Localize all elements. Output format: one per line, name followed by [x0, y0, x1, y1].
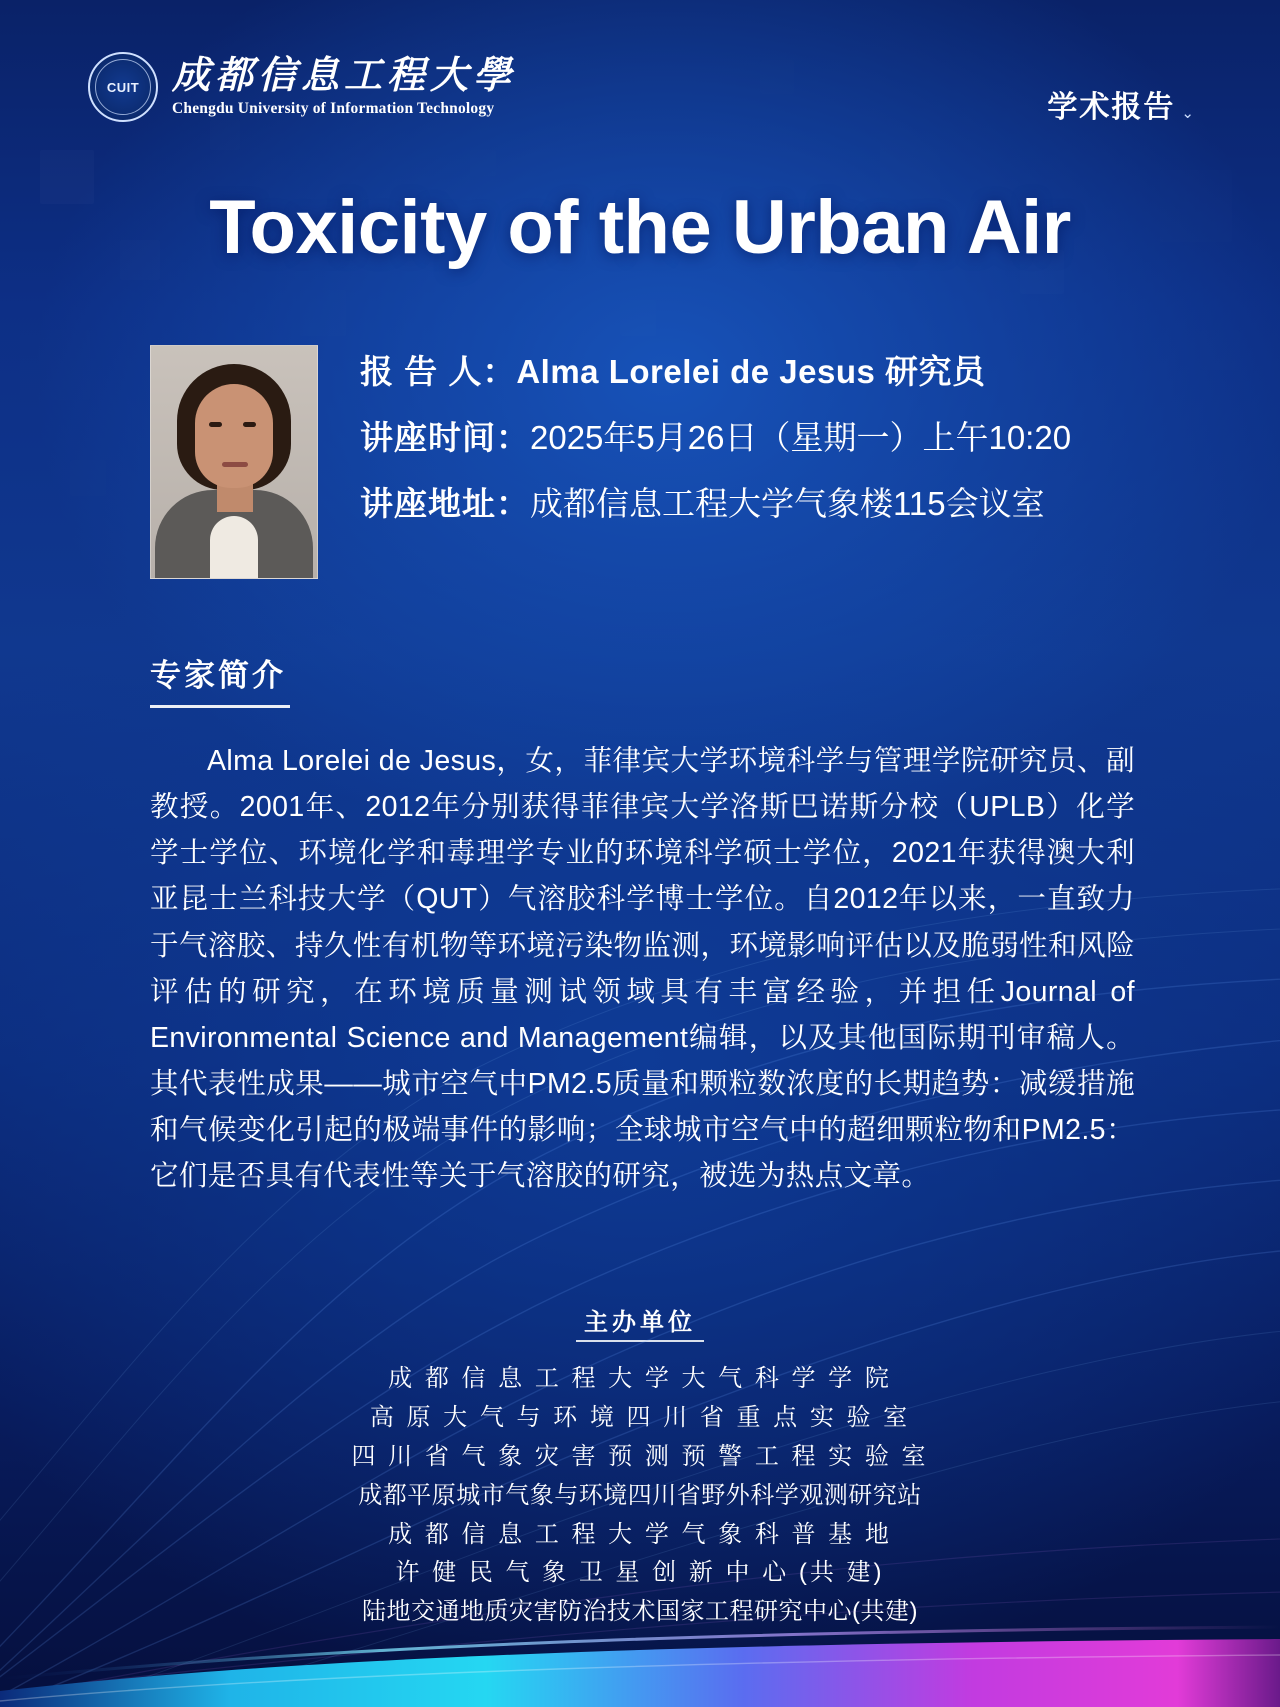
university-logo	[88, 52, 516, 122]
speaker-details	[360, 345, 1071, 579]
university-name-cn: 成都信息工程大學	[172, 54, 517, 97]
event-type-badge	[1047, 82, 1194, 126]
organizer-item: 成都平原城市气象与环境四川省野外科学观测研究站	[358, 1481, 922, 1509]
detail-row-location	[360, 487, 1071, 520]
bio-heading: 专家简介	[150, 658, 286, 693]
organizer-item: 四 川 省 气 象 灾 害 预 测 预 警 工 程 实 验 室	[351, 1442, 929, 1470]
detail-value-location: 成都信息工程大学气象楼115会议室	[530, 485, 1045, 522]
university-name	[172, 56, 516, 119]
detail-label-time: 讲座时间：	[360, 419, 530, 456]
detail-value-speaker: Alma Lorelei de Jesus 研究员	[516, 353, 986, 390]
poster-header	[0, 52, 1280, 138]
organizer-item: 成 都 信 息 工 程 大 学 气 象 科 普 基 地	[388, 1520, 892, 1548]
speaker-info	[150, 345, 1200, 579]
detail-label-speaker: 报 告 人：	[360, 353, 517, 390]
seal-text: CUIT	[106, 79, 140, 95]
university-name-en: Chengdu University of Information Technology	[172, 100, 495, 118]
chevron-down-icon: ⌄	[1181, 105, 1194, 122]
organizers-heading: 主办单位	[584, 1309, 696, 1336]
detail-row-speaker	[360, 355, 1071, 388]
detail-label-location: 讲座地址：	[360, 485, 530, 522]
cuit-seal-icon	[88, 52, 158, 122]
organizer-item: 陆地交通地质灾害防治技术国家工程研究中心(共建)	[362, 1598, 918, 1626]
organizers-list	[0, 1360, 1280, 1632]
organizers-divider	[576, 1340, 704, 1342]
event-type-label: 学术报告	[1047, 91, 1176, 124]
organizer-item: 高 原 大 气 与 环 境 四 川 省 重 点 实 验 室	[369, 1403, 911, 1431]
organizer-item: 许 健 民 气 象 卫 星 创 新 中 心 (共 建)	[395, 1559, 885, 1587]
page-title: Toxicity of the Urban Air	[209, 185, 1071, 270]
detail-row-time	[360, 421, 1071, 454]
bio-text: Alma Lorelei de Jesus，女，菲律宾大学环境科学与管理学院研究员、副教授。2001年、2012年分别获得菲律宾大学洛斯巴诺斯分校（UPLB）化学学士学位、环境化学和毒理学专业的环境科学硕士学位，2021年获得澳大利亚昆士兰科技大学（QUT）气溶胶科学博士学位。自2012年以来，一直致力于气溶胶、持久性有机物等环境污染物监测，环境影响评估以及脆弱性和风险评估的研究，在环境质量测试领域具有丰富经验，并担任Journal of Environmental Science and Management编辑，以及其他国际期刊审稿人。其代表性成果——城市空气中PM2.5质量和颗粒数浓度的长期趋势：减缓措施和气候变化引起的极端事件的影响；全球城市空气中的超细颗粒物和PM2.5：它们是否具有代表性等关于气溶胶的研究，被选为热点文章。	[150, 745, 1135, 1193]
detail-value-time: 2025年5月26日（星期一）上午10:20	[530, 419, 1072, 456]
speaker-portrait	[150, 345, 318, 579]
organizer-item: 成 都 信 息 工 程 大 学 大 气 科 学 学 院	[388, 1365, 892, 1392]
bio-divider	[150, 705, 290, 708]
